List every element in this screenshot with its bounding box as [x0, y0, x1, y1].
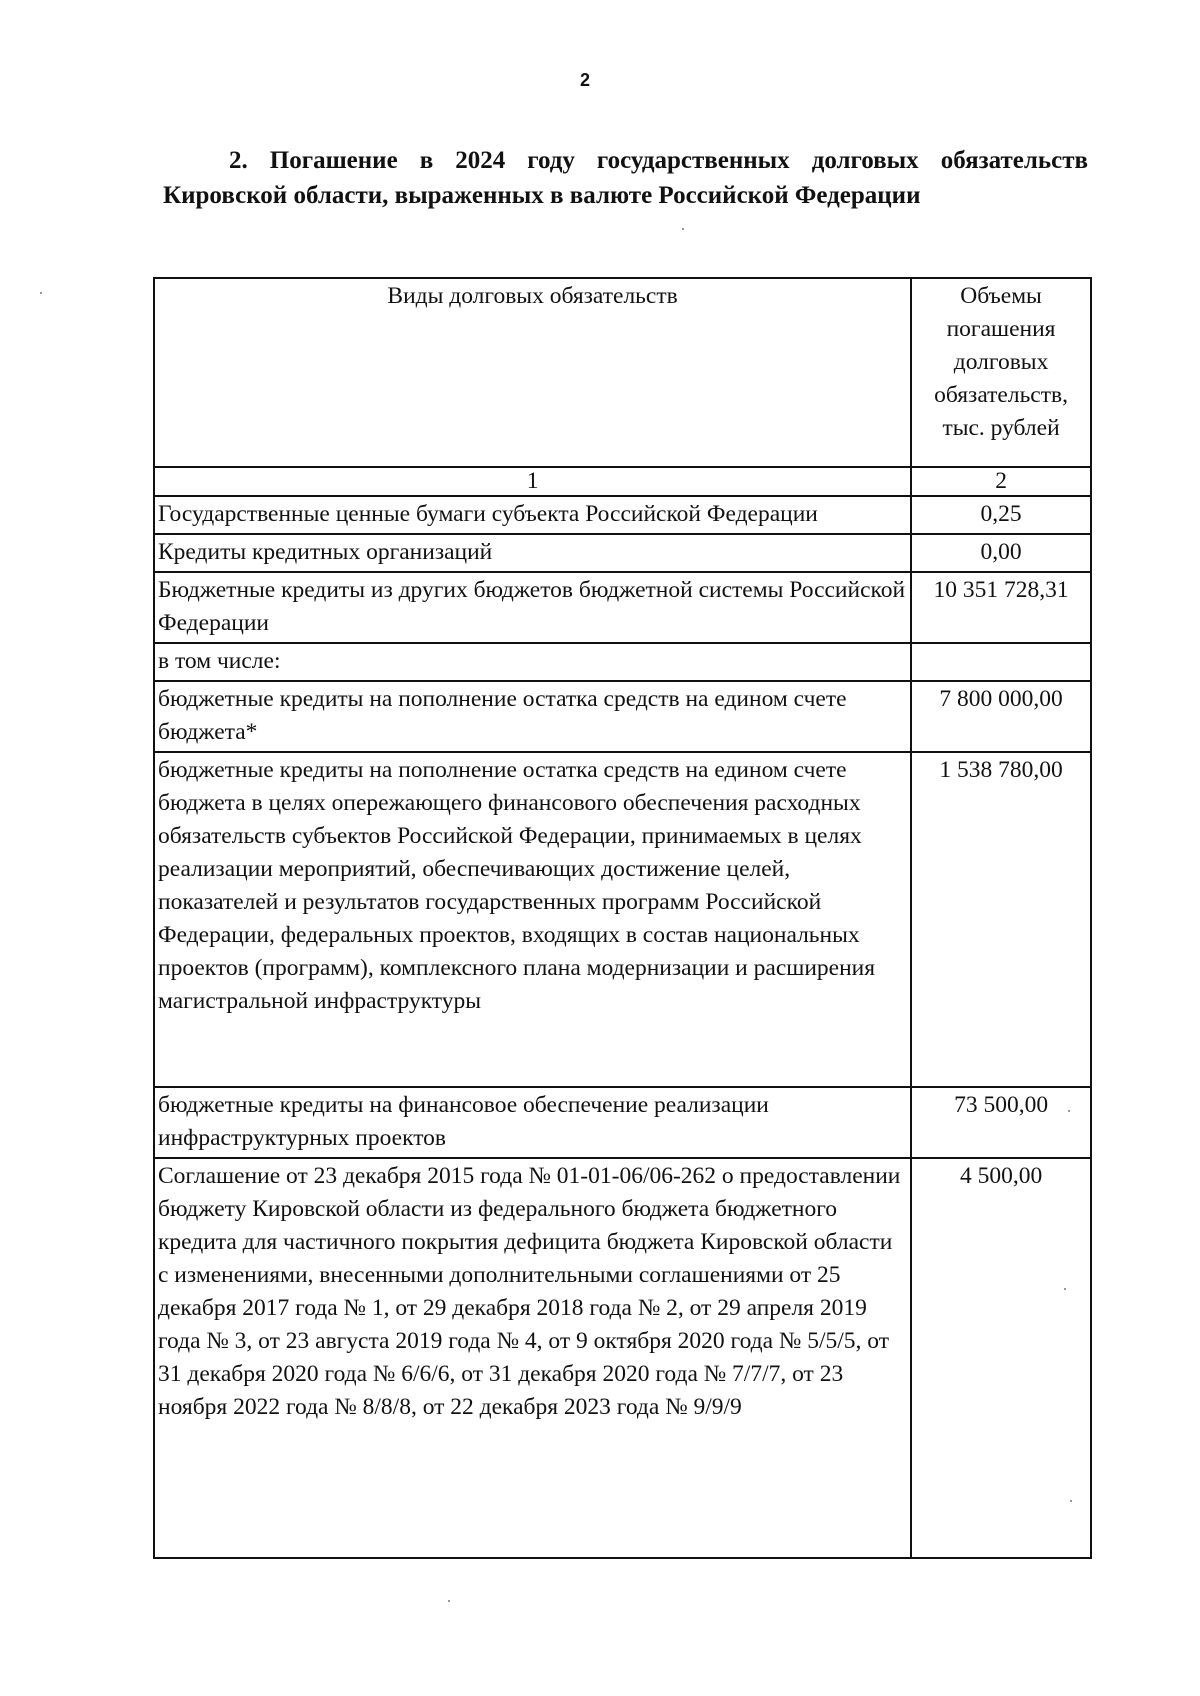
row-label: Бюджетные кредиты из других бюджетов бюджетной системы Российской Федерации	[154, 572, 911, 643]
page-heading: 2. Погашение в 2024 году государственных долговых обязательств Кировской области, выраженных в валюте Российской Федерации	[163, 147, 1088, 209]
table-row	[154, 1087, 1091, 1158]
table-row	[154, 572, 1091, 643]
table-header-row	[154, 278, 1091, 467]
row-label: Соглашение от 23 декабря 2015 года № 01-01-06/06-262 о предоставлении бюджету Кировской области из федерального бюджета бюджетного кредита для частичного покрытия дефицита бюджета Кировской области с изменениями, внесенными дополнительными соглашениями от 25 декабря 2017 года № 1, от 29 декабря 2018 года № 2, от 29 апреля 2019 года № 3, от 23 августа 2019 года № 4, от 9 октября 2020 года № 5/5/5, от 31 декабря 2020 года № 6/6/6, от 31 декабря 2020 года № 7/7/7, от 23 ноября 2022 года № 8/8/8, от 22 декабря 2023 года № 9/9/9	[154, 1158, 911, 1558]
row-label: бюджетные кредиты на пополнение остатка средств на едином счете бюджета в целях опережающего финансового обеспечения расходных обязательств субъектов Российской Федерации, принимаемых в целях реализации мероприятий, обеспечивающих достижение целей, показателей и результатов государственных программ Российской Федерации, федеральных проектов, входящих в состав национальных проектов (программ), комплексного плана модернизации и расширения магистральной инфраструктуры	[154, 752, 911, 1087]
debt-repayment-table	[153, 277, 1092, 1559]
table-row	[154, 752, 1091, 1087]
row-value: 0,25	[911, 496, 1091, 534]
column-number-2: 2	[911, 467, 1091, 496]
row-value: 7 800 000,00	[911, 681, 1091, 752]
scan-speck	[682, 228, 684, 230]
header-debt-types: Виды долговых обязательств	[154, 278, 911, 467]
scan-speck	[1064, 1288, 1066, 1290]
row-label: в том числе:	[154, 643, 911, 681]
scan-speck	[1070, 1500, 1072, 1502]
row-value: 1 538 780,00	[911, 752, 1091, 1087]
row-value: 0,00	[911, 534, 1091, 572]
table-row	[154, 1158, 1091, 1558]
column-number-row	[154, 467, 1091, 496]
row-label: бюджетные кредиты на финансовое обеспечение реализации инфраструктурных проектов	[154, 1087, 911, 1158]
table-row	[154, 643, 1091, 681]
scan-speck	[448, 1600, 450, 1602]
table-row	[154, 681, 1091, 752]
row-value: 4 500,00	[911, 1158, 1091, 1558]
table-row	[154, 534, 1091, 572]
header-repayment-volume: Объемы погашения долговых обязательств, тыс. рублей	[911, 278, 1091, 467]
row-label: Государственные ценные бумаги субъекта Российской Федерации	[154, 496, 911, 534]
scan-speck	[1068, 1110, 1070, 1112]
page-number: 2	[579, 70, 590, 90]
column-number-1: 1	[154, 467, 911, 496]
scan-speck	[40, 292, 42, 294]
row-value: 10 351 728,31	[911, 572, 1091, 643]
row-label: бюджетные кредиты на пополнение остатка средств на едином счете бюджета*	[154, 681, 911, 752]
table-row	[154, 496, 1091, 534]
row-label: Кредиты кредитных организаций	[154, 534, 911, 572]
row-value: 73 500,00	[911, 1087, 1091, 1158]
row-value	[911, 643, 1091, 681]
